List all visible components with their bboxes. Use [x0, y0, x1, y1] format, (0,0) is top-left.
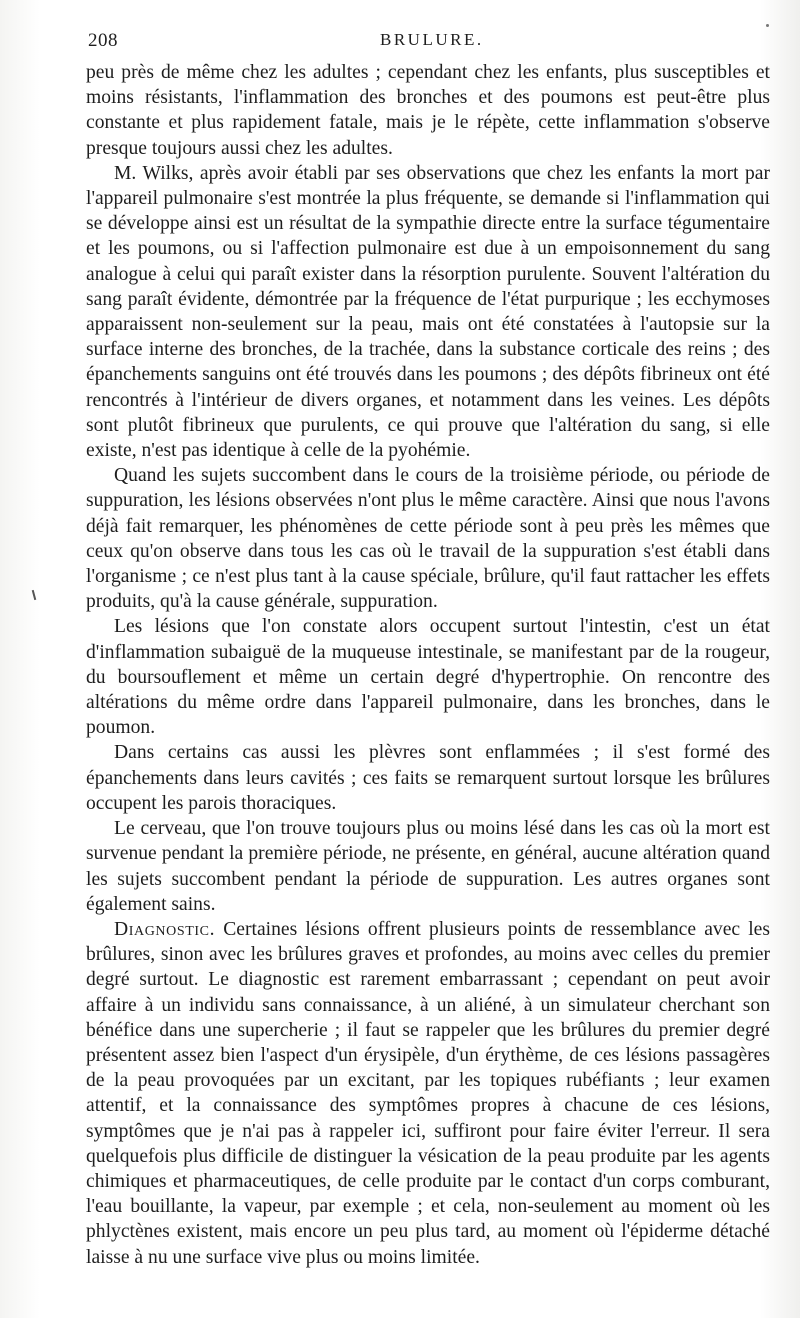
paragraph-intestine-lesions: Les lésions que l'on constate alors occupent surtout l'intestin, c'est un état d'inflammation subaiguë de la muqueuse intestinale, se manifestant par de la rougeur, du boursouflement et même un certain degré d'hypertrophie. On rencontre des altérations du même ordre dans l'appareil pulmonaire, dans les bronches, dans le poumon. — [86, 616, 770, 739]
text-body — [86, 60, 770, 1270]
paragraph-continuation: peu près de même chez les adultes ; cependant chez les enfants, plus susceptibles et moins résistants, l'inflammation des bronches et des poumons est peut-être plus constante et plus rapidement fatale, mais je le répète, cette inflammation s'observe presque toujours aussi chez les adultes. — [86, 62, 770, 159]
ink-speck — [766, 24, 769, 27]
paragraph-pleura: Dans certains cas aussi les plèvres sont enflammées ; il s'est formé des épanchements dans leurs cavités ; ces faits se remarquent surtout lorsque les brûlures occupent les parois thoraciques. — [86, 742, 770, 814]
paragraph-brain: Le cerveau, que l'on trouve toujours plus ou moins lésé dans les cas où la mort est survenue pendant la première période, ne présente, en général, aucune altération quand les sujets succombent pendant la période de suppuration. Les autres organes sont également sains. — [86, 818, 770, 915]
paragraph-diagnostic — [86, 917, 770, 1270]
running-header — [88, 30, 770, 60]
margin-mark — [32, 590, 37, 600]
page-number: 208 — [88, 30, 118, 51]
paragraph-wilks: M. Wilks, après avoir établi par ses observations que chez les enfants la mort par l'appareil pulmonaire s'est montrée la plus fréquente, se demande si l'inflammation qui se développe ainsi est un résultat de la sympathie directe entre la surface tégumentaire et les poumons, ou si l'affection pulmonaire est due à un empoisonnement du sang analogue à celui qui paraît exister dans la résorption purulente. Souvent l'altération du sang paraît évidente, démontrée par la fréquence de l'état purpurique ; les ecchymoses apparaissent non-seulement sur la peau, mais ont été constatées à l'autopsie sur la surface interne des bronches, de la trachée, dans la substance corticale des reins ; des épanchements sanguins ont été trouvés dans les poumons ; des dépôts fibrineux ont été rencontrés à l'intérieur de divers organes, et notamment dans les veines. Les dépôts sont plutôt fibrineux que purulents, ce qui prouve que l'altération du sang, si elle existe, n'est pas identique à celle de la pyohémie. — [86, 162, 770, 462]
running-title: BRULURE. — [380, 30, 484, 49]
diagnostic-text: Certaines lésions offrent plusieurs points de ressemblance avec les brûlures, sinon avec les brûlures graves et profondes, au moins avec celles du premier degré surtout. Le diagnostic est rarement embarrassant ; cependant on peut avoir affaire à un individu sans connaissance, à un aliéné, à un simulateur cherchant son bénéfice dans une supercherie ; il faut se rappeler que les brûlures du premier degré présentent assez bien l'aspect d'un érysipèle, d'un érythème, de ces lésions passagères de la peau provoquées par un excitant, par les topiques rubéfiants ; leur examen attentif, et la connaissance des symptômes propres à chacune de ces lésions, symptômes que je n'ai pas à rappeler ici, suffiront pour faire éviter l'erreur. Il sera quelquefois plus difficile de distinguer la vésication de la peau produite par les agents chimiques et pharmaceutiques, de celle produite par le contact d'un corps comburant, l'eau bouillante, la vapeur, par exemple ; et cela, non-seulement au moment où les phlyctènes existent, mais encore un peu plus tard, au moment où l'épiderme détaché laisse à nu une surface vive plus ou moins limitée. — [86, 918, 770, 1268]
section-heading-diagnostic: Diagnostic. — [114, 918, 216, 940]
paragraph-third-period: Quand les sujets succombent dans le cours de la troisième période, ou période de suppuration, les lésions observées n'ont plus le même caractère. Ainsi que nous l'avons déjà fait remarquer, les phénomènes de cette période sont à peu près les mêmes que ceux qu'on observe dans tous les cas où le travail de la suppuration s'est établi dans l'organisme ; ce n'est plus tant à la cause spéciale, brûlure, qu'il faut rattacher les effets produits, qu'à la cause générale, suppuration. — [86, 465, 770, 613]
